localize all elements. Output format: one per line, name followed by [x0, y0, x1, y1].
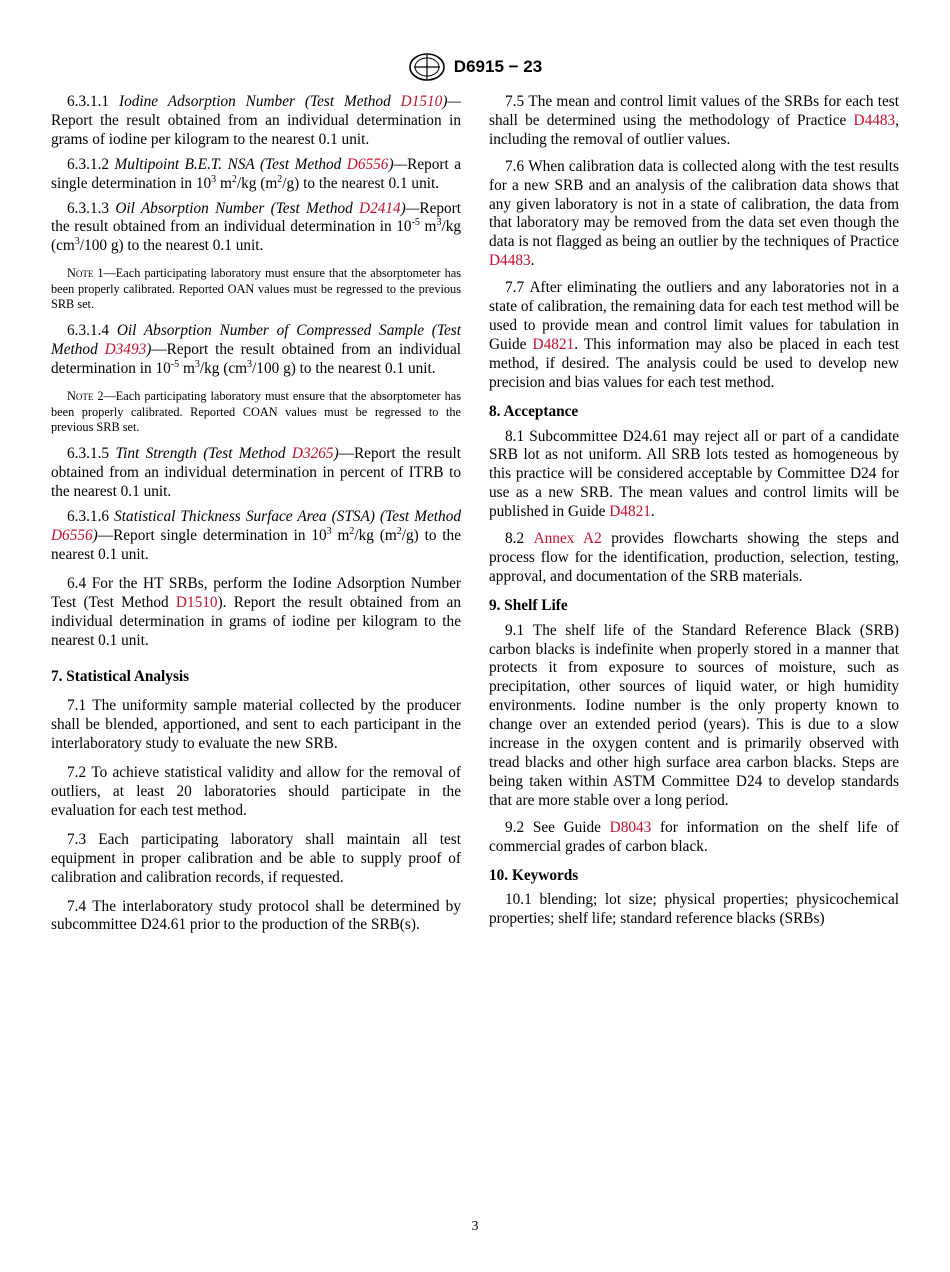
section-7-4: 7.4 The interlaboratory study protocol shall be determined by subcommittee D24.61 prior to the production of the SRB(s).: [51, 897, 461, 934]
section-6-3-1-6: 6.3.1.6 Statistical Thickness Surface Area (STSA) (Test Method D6556)—Report single determination in $10^3$ $m^2/kg$ $(m^2/g)$ to the nearest 0.1 unit.: [51, 508, 461, 563]
link-d1510[interactable]: D1510: [175, 593, 218, 611]
page-header: [0, 52, 950, 82]
section-7-6: 7.6 When calibration data is collected along with the test results for a new SRB and an analysis of the calibration data shows that any given laboratory is not in a state of calibration, the data from that laboratory may be removed from the data set even though the data is not flagged as being an outlier by the techniques of Practice D4483.: [489, 157, 899, 270]
section-7-5: 7.5 The mean and control limit values of the SRBs for each test shall be determined using the methodology of Practice D4483, including the removal of outlier values.: [489, 93, 899, 148]
section-6-3-1-1: 6.3.1.1 Iodine Adsorption Number (Test Method D1510)—Report the result obtained from an individual determination in grams of iodine per kilogram to the nearest 0.1 unit.: [51, 93, 462, 148]
heading-9-shelf-life: 9. Shelf Life: [489, 596, 568, 614]
section-6-4: 6.4 For the HT SRBs, perform the Iodine Adsorption Number Test (Test Method D1510). Report the result obtained from an individual determination in grams of iodine per kilogram to the nearest 0.1 unit.: [51, 574, 461, 649]
page-number: 3: [471, 1219, 479, 1234]
link-d2414[interactable]: D2414: [359, 199, 401, 217]
link-annex-a2[interactable]: Annex A2: [533, 530, 602, 548]
link-d6556[interactable]: D6556: [51, 527, 93, 545]
link-d4483[interactable]: D4483: [853, 111, 896, 129]
link-d4821[interactable]: D4821: [532, 335, 575, 353]
note-2: Note 2—Each participating laboratory must ensure that the absorptometer has been properly calibrated. Reported COAN values must be regressed to the previous SRB set.: [51, 389, 461, 434]
link-d3265[interactable]: D3265: [291, 445, 334, 463]
section-9-2: 9.2 See Guide D8043 for information on the shelf life of commercial grades of carbon black.: [489, 818, 899, 855]
heading-10-keywords: 10. Keywords: [489, 866, 579, 884]
section-10-1: 10.1 blending; lot size; physical properties; physicochemical properties; shelf life; standard reference blacks (SRBs): [489, 891, 899, 928]
section-6-3-1-5: 6.3.1.5 Tint Strength (Test Method D3265)—Report the result obtained from an individual determination in percent of ITRB to the nearest 0.1 unit.: [51, 445, 461, 501]
link-d1510[interactable]: D1510: [400, 93, 443, 110]
link-d4821[interactable]: D4821: [609, 503, 651, 521]
section-6-3-1-2: 6.3.1.2 Multipoint B.E.T. NSA (Test Method D6556)—Report a single determination in $10^3$ $m^2/kg$ $(m^2/g)$ to the nearest 0.1 unit.: [51, 155, 462, 192]
section-7-2: 7.2 To achieve statistical validity and allow for the removal of outliers, at least 20 laboratories should participate in the evaluation for each test method.: [51, 764, 461, 819]
left-column: [51, 93, 461, 941]
section-8-2: 8.2 Annex A2 provides flowcharts showing the steps and process flow for the identification, production, selection, testing, approval, and documentation of the SRB materials.: [489, 530, 899, 585]
section-9-1: 9.1 The shelf life of the Standard Reference Black (SRB) carbon blacks is indefinite when properly stored in a manner that protects it from exposure to sources of moisture, such as precipitation, other sources of liquid water, or high humidity environments. Iodine number is the only property known to change over an extended period (years). This is due to a slow increase in the oxygen content and is primarily observed with tread blacks and other high surface area carbon blacks. Steps are being taken within ASTM Committee D24 to develop standards that are more stable over a long period.: [489, 621, 899, 809]
link-d6556[interactable]: D6556: [346, 155, 389, 173]
section-7-3: 7.3 Each participating laboratory shall maintain all test equipment in proper calibration and be able to supply proof of calibration and calibration records, if requested.: [51, 830, 461, 886]
link-d8043[interactable]: D8043: [609, 818, 652, 836]
link-d4483[interactable]: D4483: [489, 252, 531, 270]
section-7-7: 7.7 After eliminating the outliers and any laboratories not in a state of calibration, the remaining data for each test method will be used to provide mean and control limit values for tabulation in Guide D4821. This information may also be placed in each test method, if desired. The analysis could be used to develop new precision and bias values for each test method.: [489, 279, 899, 391]
section-7-1: 7.1 The uniformity sample material collected by the producer shall be blended, apportioned, and sent to each participant in the interlaboratory study to evaluate the new SRB.: [51, 697, 461, 753]
section-6-3-1-4: 6.3.1.4 Oil Absorption Number of Compressed Sample (Test Method D3493)—Report the result obtained from an individual determination in $10^{-5}$ $m^3/kg$ ($cm^3/100$ g) to the nearest 0.1 unit.: [51, 322, 462, 378]
right-column: [489, 93, 899, 935]
astm-logo-icon: [408, 52, 446, 82]
note-1: Note 1—Each participating laboratory must ensure that the absorptometer has been properly calibrated. Reported OAN values must be regressed to the previous SRB set.: [51, 266, 461, 312]
link-d3493[interactable]: D3493: [104, 341, 147, 359]
heading-7-statistical-analysis: 7. Statistical Analysis: [51, 668, 190, 686]
section-8-1: 8.1 Subcommittee D24.61 may reject all or part of a candidate SRB lot as not uniform. All SRB lots tested as homogeneous by this practice will be considered acceptable by Committee D24 for use as a new SRB. The mean values and control limits will be published in Guide D4821.: [489, 427, 900, 521]
heading-8-acceptance: 8. Acceptance: [489, 402, 579, 420]
document-designation: D6915 − 23: [453, 57, 543, 76]
section-6-3-1-3: 6.3.1.3 Oil Absorption Number (Test Method D2414)—Report the result obtained from an individual determination in $10^{-5}$ $m^3/kg$ ($cm^3/100$ g) to the nearest 0.1 unit.: [51, 199, 462, 255]
